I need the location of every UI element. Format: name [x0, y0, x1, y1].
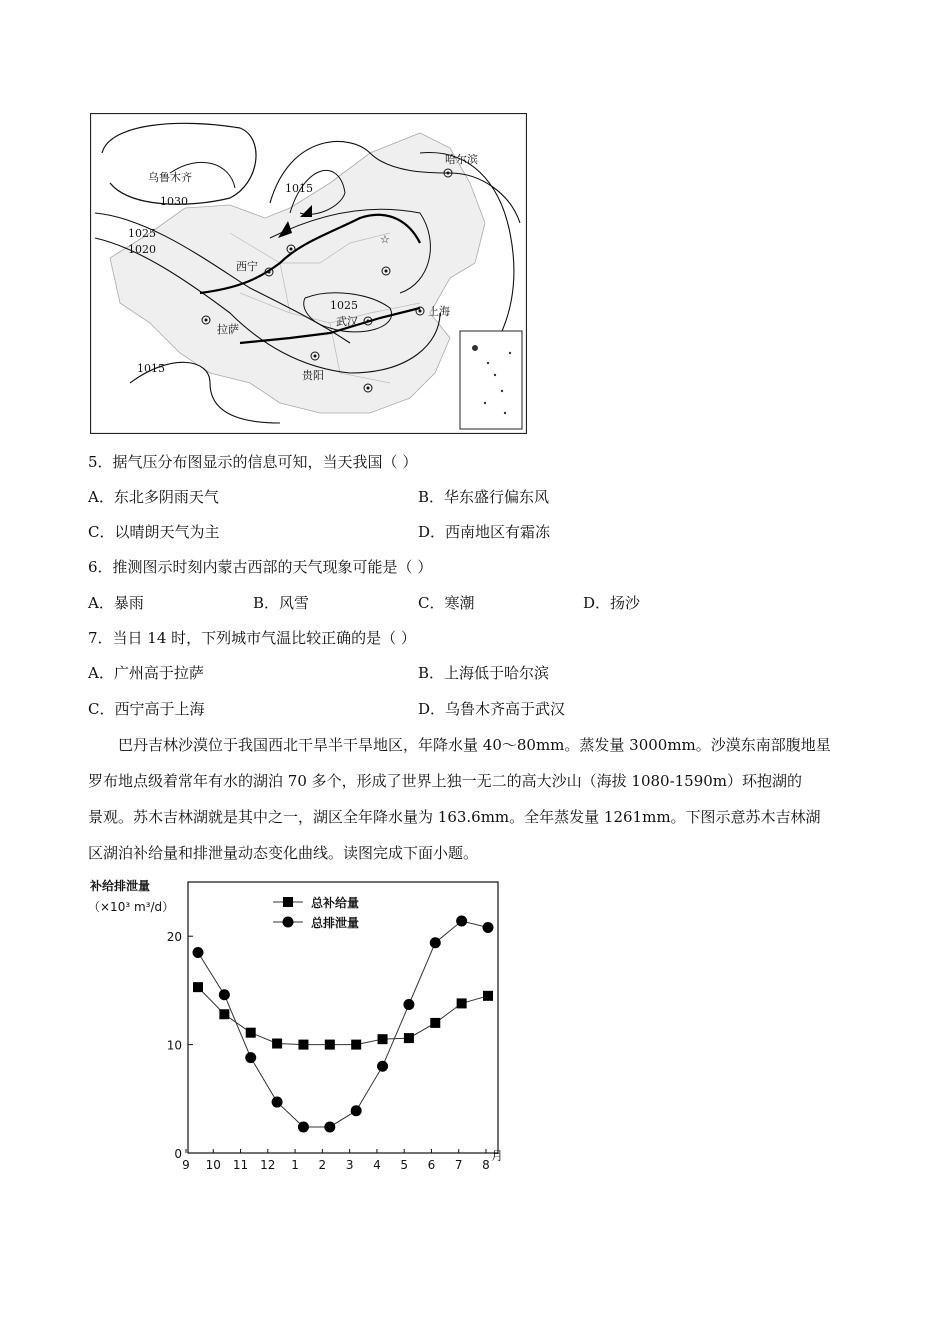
- pressure-map: [90, 113, 527, 434]
- data-point-discharge: [377, 1061, 388, 1072]
- data-point-discharge: [456, 916, 467, 927]
- x-tick-label: 10: [205, 1158, 221, 1172]
- isobar-label: 1020: [128, 243, 156, 256]
- question-5-option-c: C．以晴朗天气为主: [88, 523, 220, 541]
- data-point-discharge: [403, 999, 414, 1010]
- isobar-label: 1015: [285, 182, 313, 195]
- isobar-label: 1015: [137, 362, 165, 375]
- y-tick-label: 10: [166, 1038, 182, 1053]
- isobar-label: 1030: [160, 195, 188, 208]
- x-tick-label: 5: [400, 1158, 409, 1172]
- data-point-recharge: [193, 982, 203, 992]
- question-5-option-d: D．西南地区有霜冻: [418, 523, 551, 541]
- x-tick-label: 4: [373, 1158, 381, 1172]
- svg-text:☆: ☆: [380, 233, 390, 246]
- x-tick-label: 1: [291, 1158, 299, 1172]
- city-label-shanghai: 上海: [428, 305, 450, 318]
- city-label-wuhan: 武汉: [336, 315, 358, 328]
- x-tick-label: 6: [427, 1158, 436, 1172]
- data-point-recharge: [246, 1028, 256, 1038]
- data-point-recharge: [378, 1034, 388, 1044]
- isobar-label: 1025: [330, 299, 358, 312]
- question-7-option-a: A．广州高于拉萨: [88, 664, 204, 682]
- data-point-recharge: [430, 1018, 440, 1028]
- x-tick-label: 11: [232, 1158, 249, 1172]
- x-tick-label: 3: [345, 1158, 354, 1172]
- data-point-discharge: [298, 1121, 309, 1132]
- city-label-harbin: 哈尔滨: [445, 153, 478, 166]
- question-5-option-b: B．华东盛行偏东风: [418, 488, 550, 506]
- city-label-xining: 西宁: [236, 260, 258, 273]
- series-line-discharge: [198, 921, 488, 1127]
- data-point-recharge: [404, 1033, 414, 1043]
- x-tick-label: 9: [182, 1158, 190, 1172]
- y-tick-label: 0: [174, 1147, 182, 1161]
- chart-ylabel: （×10³ m³/d）: [88, 900, 175, 914]
- passage-line-3: 景观。苏木吉林湖就是其中之一，湖区全年降水量为 163.6mm。全年蒸发量 1261mm。下图示意苏木吉林湖: [88, 808, 821, 826]
- data-point-recharge: [457, 998, 467, 1008]
- city-label-guiyang: 贵阳: [302, 369, 324, 382]
- data-point-discharge: [245, 1052, 256, 1063]
- passage-line-2: 罗布地点级着常年有水的湖泊 70 多个，形成了世界上独一无二的高大沙山（海拔 1080-1590m）环抱湖的: [88, 772, 803, 790]
- isobar-label: 1025: [128, 227, 156, 240]
- question-6-option-b: B．风雪: [253, 594, 310, 612]
- legend-label-discharge: 总排泄量: [311, 916, 360, 930]
- question-7-option-d: D．乌鲁木齐高于武汉: [418, 700, 566, 718]
- chart-title: 补给排泄量: [90, 879, 151, 893]
- data-point-discharge: [351, 1105, 362, 1116]
- passage-line-1: 巴丹吉林沙漠位于我国西北干旱半干旱地区，年降水量 40～80mm。蒸发量 3000mm。沙漠东南部腹地星: [118, 736, 831, 754]
- legend-marker-discharge: [283, 917, 294, 928]
- city-label-lhasa: 拉萨: [217, 323, 239, 336]
- question-6-option-c: C．寒潮: [418, 594, 475, 612]
- data-point-discharge: [430, 937, 441, 948]
- data-point-recharge: [325, 1040, 335, 1050]
- data-point-discharge: [193, 947, 204, 958]
- passage-line-4: 区湖泊补给量和排泄量动态变化曲线。读图完成下面小题。: [88, 844, 479, 862]
- x-tick-label: 12: [260, 1158, 276, 1172]
- y-tick-label: 20: [166, 930, 182, 945]
- data-point-discharge: [324, 1121, 335, 1132]
- question-5-stem: 5．据气压分布图显示的信息可知，当天我国（ ）: [88, 453, 418, 471]
- data-point-recharge: [298, 1040, 308, 1050]
- x-tick-label: 2: [318, 1158, 327, 1172]
- x-tick-label: 7: [454, 1158, 463, 1172]
- data-point-recharge: [483, 991, 493, 1001]
- data-point-recharge: [351, 1040, 361, 1050]
- data-point-recharge: [272, 1039, 282, 1049]
- question-7-option-b: B．上海低于哈尔滨: [418, 664, 550, 682]
- recharge-discharge-chart: [88, 870, 518, 1180]
- question-7-stem: 7．当日 14 时，下列城市气温比较正确的是（ ）: [88, 629, 416, 647]
- city-label-urumqi: 乌鲁木齐: [148, 171, 192, 184]
- data-point-discharge: [272, 1097, 283, 1108]
- legend-label-recharge: 总补给量: [311, 896, 360, 910]
- x-tick-label: 8: [482, 1158, 490, 1172]
- question-6-stem: 6．推测图示时刻内蒙古西部的天气现象可能是（ ）: [88, 558, 433, 576]
- data-point-discharge: [219, 989, 230, 1000]
- legend-marker-recharge: [283, 897, 293, 907]
- data-point-discharge: [483, 922, 494, 933]
- question-5-option-a: A．东北多阴雨天气: [88, 488, 219, 506]
- question-7-option-c: C．西宁高于上海: [88, 700, 205, 718]
- data-point-recharge: [219, 1009, 229, 1019]
- chart-xlabel: 月: [491, 1149, 504, 1163]
- question-6-option-d: D．扬沙: [583, 594, 641, 612]
- question-6-option-a: A．暴雨: [88, 594, 144, 612]
